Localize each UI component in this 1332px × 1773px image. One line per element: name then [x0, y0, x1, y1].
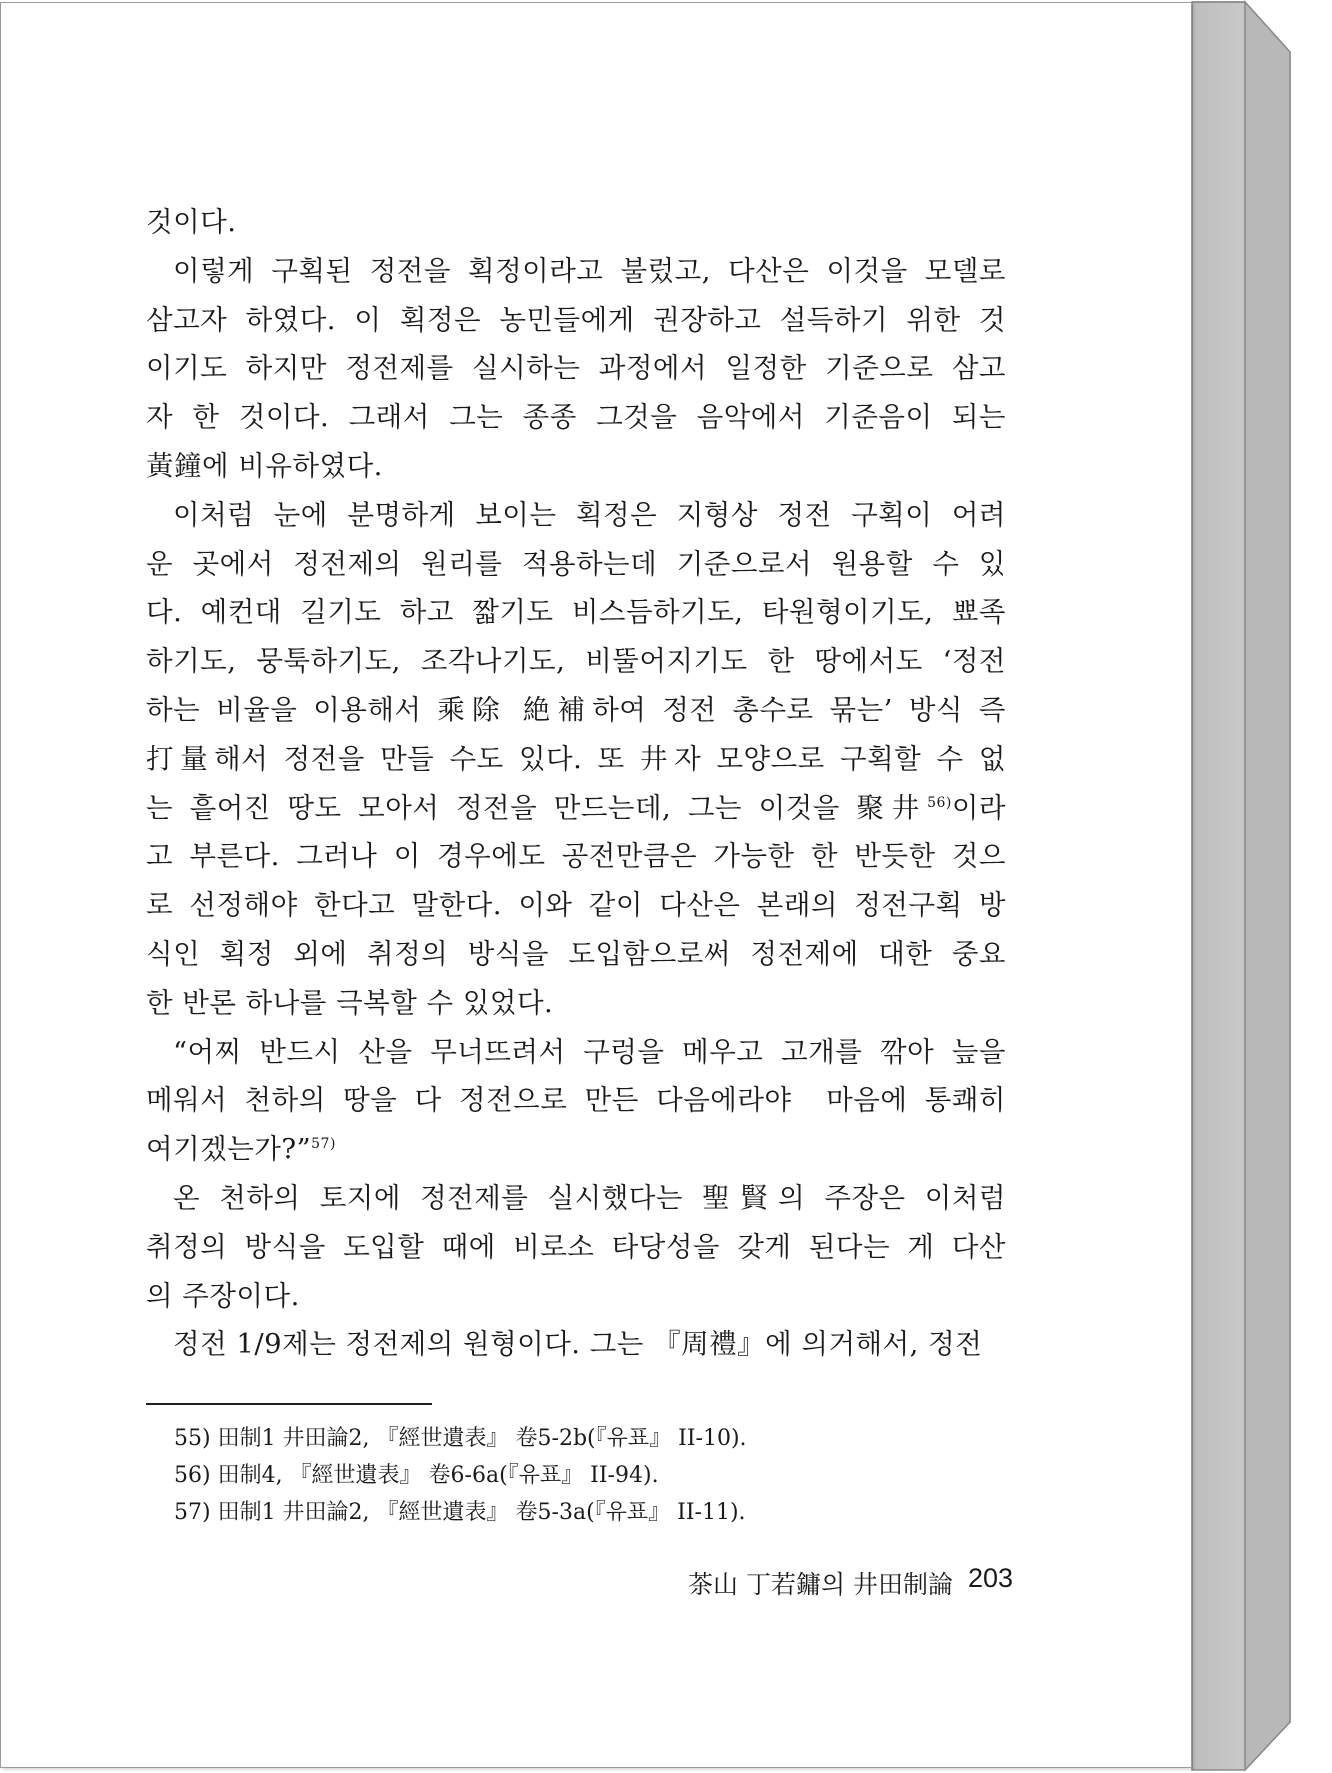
text-line: 고 부른다. 그러나 이 경우에도 공전만큼은 가능한 한 반듯한 것으 [146, 840, 1006, 873]
text-line: 이기도 하지만 정전제를 실시하는 과정에서 일정한 기준으로 삼고 [146, 352, 1006, 385]
text-line: 打量해서 정전을 만들 수도 있다. 또 井자 모양으로 구획할 수 없 [146, 742, 1006, 775]
text-line: 취정의 방식을 도입할 때에 비로소 타당성을 갖게 된다는 게 다산 [146, 1230, 1006, 1263]
text-line: 다. 예컨대 길기도 하고 짧기도 비스듬하기도, 타원형이기도, 뾰족 [146, 596, 1006, 629]
paragraph [146, 1320, 1006, 1369]
text-line: “어찌 반드시 산을 무너뜨려서 구렁을 메우고 고개를 깎아 늪을 [173, 1035, 1006, 1068]
text-line: 것이다. [146, 206, 237, 238]
text-line: 하기도, 뭉툭하기도, 조각나기도, 비뚤어지기도 한 땅에서도 ‘정전 [146, 645, 1006, 678]
text-line: 여기겠는가?”$^{57)}$ [146, 1133, 336, 1166]
paragraph [146, 1028, 1006, 1174]
paragraph [146, 198, 1006, 247]
text-line: 운 곳에서 정전제의 원리를 적용하는데 기준으로서 원용할 수 있 [146, 547, 1006, 580]
footnote-57: 57) 田制1 井田論2, 『經世遺表』 卷5-3a(『유표』 II-11). [174, 1500, 746, 1525]
text-line: 온 천하의 토지에 정전제를 실시했다는 聖賢의 주장은 이처럼 [173, 1181, 1006, 1214]
text-line: 자 한 것이다. 그래서 그는 종종 그것을 음악에서 기준음이 되는 [146, 401, 1006, 434]
running-footer: 茶山 丁若鏞의 井田制論 [688, 1570, 954, 1599]
text-line: 로 선정해야 한다고 말한다. 이와 같이 다산은 본래의 정전구획 방 [146, 889, 1006, 922]
text-line: 이처럼 눈에 분명하게 보이는 획정은 지형상 정전 구획이 어려 [173, 498, 1006, 531]
text-line: 의 주장이다. [146, 1279, 300, 1312]
text-line: 한 반론 하나를 극복할 수 있었다. [146, 986, 554, 1019]
footnote-56: 56) 田制4, 『經世遺表』 卷6-6a(『유표』 II-94). [174, 1463, 659, 1488]
footnotes [174, 1420, 747, 1531]
paragraph [146, 491, 1006, 1028]
text-line: 하는 비율을 이용해서 乘除 絶補하여 정전 총수로 묶는’ 방식 즉 [146, 693, 1006, 726]
text-line: 메워서 천하의 땅을 다 정전으로 만든 다음에라야 마음에 통쾌히 [146, 1084, 1006, 1117]
footnote-ref[interactable]: 56) [927, 794, 952, 811]
footnote-55: 55) 田制1 井田論2, 『經世遺表』 卷5-2b(『유표』 II-10). [174, 1426, 747, 1451]
body-text [146, 198, 1006, 1369]
footnote-divider [146, 1403, 432, 1405]
paragraph [146, 1174, 1006, 1320]
text-line: 식인 획정 외에 취정의 방식을 도입함으로써 정전제에 대한 중요 [146, 937, 1006, 970]
text-line: 정전 1/9제는 정전제의 원형이다. 그는 『周禮』에 의거해서, 정전 [173, 1328, 983, 1361]
footnote-ref[interactable]: 57) [311, 1135, 336, 1152]
text-line: 이렇게 구획된 정전을 획정이라고 불렀고, 다산은 이것을 모델로 [173, 254, 1006, 287]
page-number: 203 [968, 1563, 1014, 1593]
text-line: 黃鐘에 비유하였다. [146, 449, 383, 482]
text-line: 는 흩어진 땅도 모아서 정전을 만드는데, 그는 이것을 聚井$^{56)}$이라 [146, 791, 1006, 824]
paragraph [146, 247, 1006, 491]
text-line: 삼고자 하였다. 이 획정은 농민들에게 권장하고 설득하기 위한 것 [146, 303, 1006, 336]
